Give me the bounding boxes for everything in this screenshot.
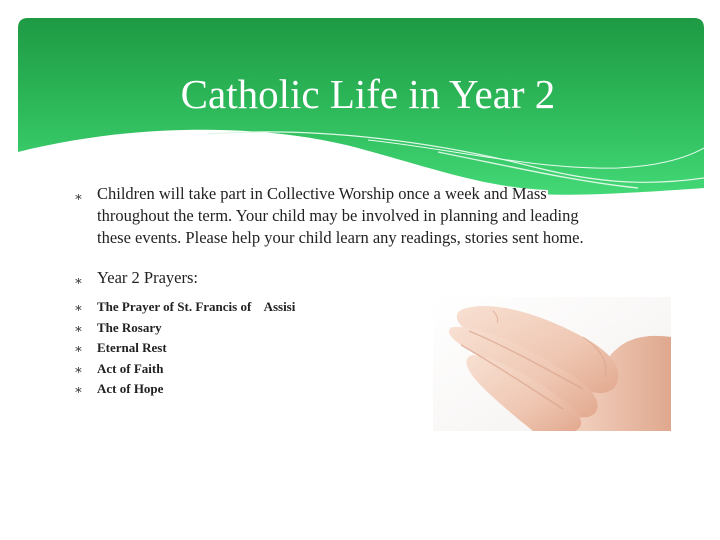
worship-paragraph <box>74 183 604 249</box>
star-bullet-icon: ∗ <box>74 341 83 356</box>
star-bullet-icon: ∗ <box>74 382 83 397</box>
prayer-name: The Prayer of St. Francis of Assisi <box>97 299 296 314</box>
prayer-name: Eternal Rest <box>97 340 167 355</box>
star-bullet-icon: ∗ <box>74 273 83 288</box>
star-bullet-icon: ∗ <box>74 361 83 377</box>
paragraph-text: Children will take part in Collective Worship once a week and Mass throughout the term. Your child may be involved in planning and leading these events. Please help your child learn any readings, stories sent home. <box>97 184 584 247</box>
prayers-heading-text: Year 2 Prayers: <box>97 268 198 287</box>
title-banner <box>18 18 704 198</box>
star-bullet-icon: ∗ <box>74 300 83 315</box>
praying-hands-photo <box>433 297 671 431</box>
prayer-name: Act of Hope <box>97 381 164 396</box>
prayer-name: The Rosary <box>97 319 162 335</box>
slide-title: Catholic Life in Year 2 <box>180 71 556 117</box>
prayers-heading <box>74 267 604 289</box>
praying-hands-icon <box>433 297 671 431</box>
star-bullet-icon: ∗ <box>74 320 83 336</box>
star-bullet-icon: ∗ <box>74 189 83 204</box>
prayer-name: Act of Faith <box>97 360 164 376</box>
